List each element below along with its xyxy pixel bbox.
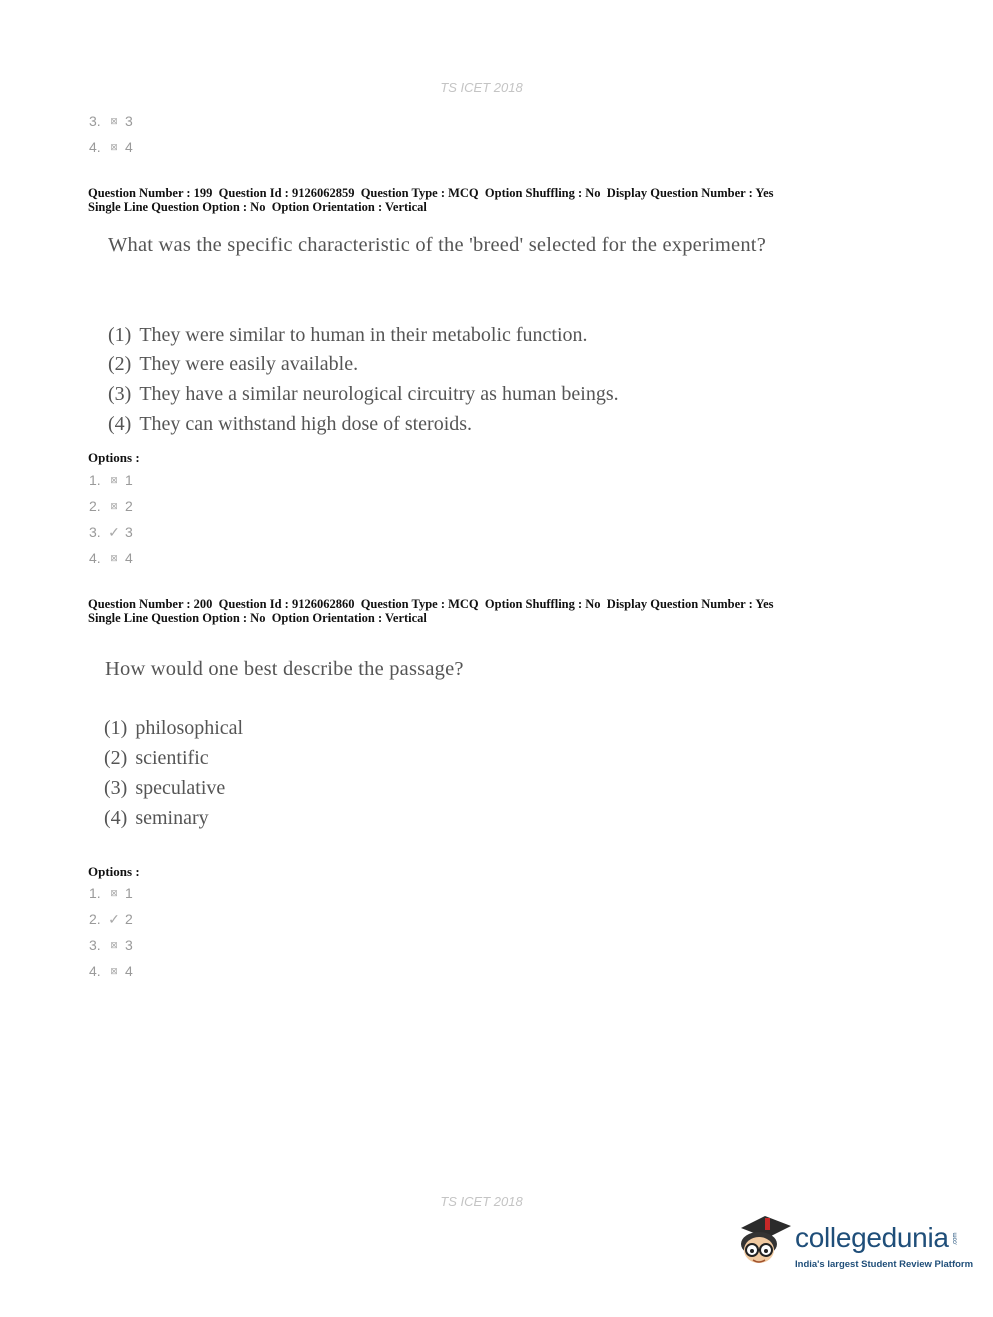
cross-icon: ⊠	[110, 887, 118, 898]
check-icon: ✓	[108, 523, 120, 540]
prev-option-row: 4. ⊠ 4	[89, 139, 133, 155]
cross-icon: ⊠	[110, 500, 118, 511]
cross-icon: ⊠	[110, 965, 118, 976]
prev-option-row: 3. ⊠ 3	[89, 113, 133, 129]
logo-dot-com: .com	[952, 1232, 959, 1246]
question-200-meta: Question Number : 200 Question Id : 9126062860 Question Type : MCQ Option Shuffling : No Display Question Number : Yes Single Line Question Option : No Option Orientation : Vertical	[88, 597, 774, 625]
question-199-choice: (1) They were similar to human in their metabolic function.	[108, 324, 588, 346]
header-watermark: TS ICET 2018	[440, 80, 523, 95]
question-200-option-row: 3. ⊠ 3	[89, 937, 133, 953]
cross-icon: ⊠	[110, 115, 118, 126]
logo-wordmark: collegedunia	[795, 1222, 949, 1253]
question-199-option-row: 1. ⊠ 1	[89, 472, 133, 488]
logo-tagline: India's largest Student Review Platform	[795, 1259, 974, 1270]
question-200-options-label: Options :	[88, 864, 140, 879]
question-200-option-row: 4. ⊠ 4	[89, 963, 133, 979]
question-199-text: What was the specific characteristic of the 'breed' selected for the experiment?	[108, 234, 766, 256]
cross-icon: ⊠	[110, 474, 118, 485]
question-200-text: How would one best describe the passage?	[105, 658, 464, 680]
question-199-options-label: Options :	[88, 450, 140, 465]
question-199-option-row: 2. ⊠ 2	[89, 498, 133, 514]
question-200-option-row: 1. ⊠ 1	[89, 885, 133, 901]
question-199-choice: (2) They were easily available.	[108, 353, 359, 375]
cross-icon: ⊠	[110, 939, 118, 950]
question-199-choice: (4) They can withstand high dose of steroids.	[108, 413, 473, 435]
question-200-choice: (3) speculative	[104, 777, 226, 799]
question-200-choice: (4) seminary	[104, 807, 209, 829]
footer-watermark: TS ICET 2018	[440, 1194, 523, 1209]
question-199-choice: (3) They have a similar neurological circuitry as human beings.	[108, 383, 619, 405]
cross-icon: ⊠	[110, 552, 118, 563]
cross-icon: ⊠	[110, 141, 118, 152]
question-199-option-row: 3. ✓ 3	[89, 523, 133, 540]
question-200-choice: (2) scientific	[104, 747, 209, 769]
question-200-choice: (1) philosophical	[104, 717, 244, 739]
question-200-option-row: 2. ✓ 2	[89, 910, 133, 927]
check-icon: ✓	[108, 910, 120, 927]
collegedunia-mascot-icon	[735, 1210, 797, 1280]
question-199-option-row: 4. ⊠ 4	[89, 550, 133, 566]
question-199-meta: Question Number : 199 Question Id : 9126062859 Question Type : MCQ Option Shuffling : No Display Question Number : Yes Single Line Question Option : No Option Orientation : Vertical	[88, 186, 774, 214]
